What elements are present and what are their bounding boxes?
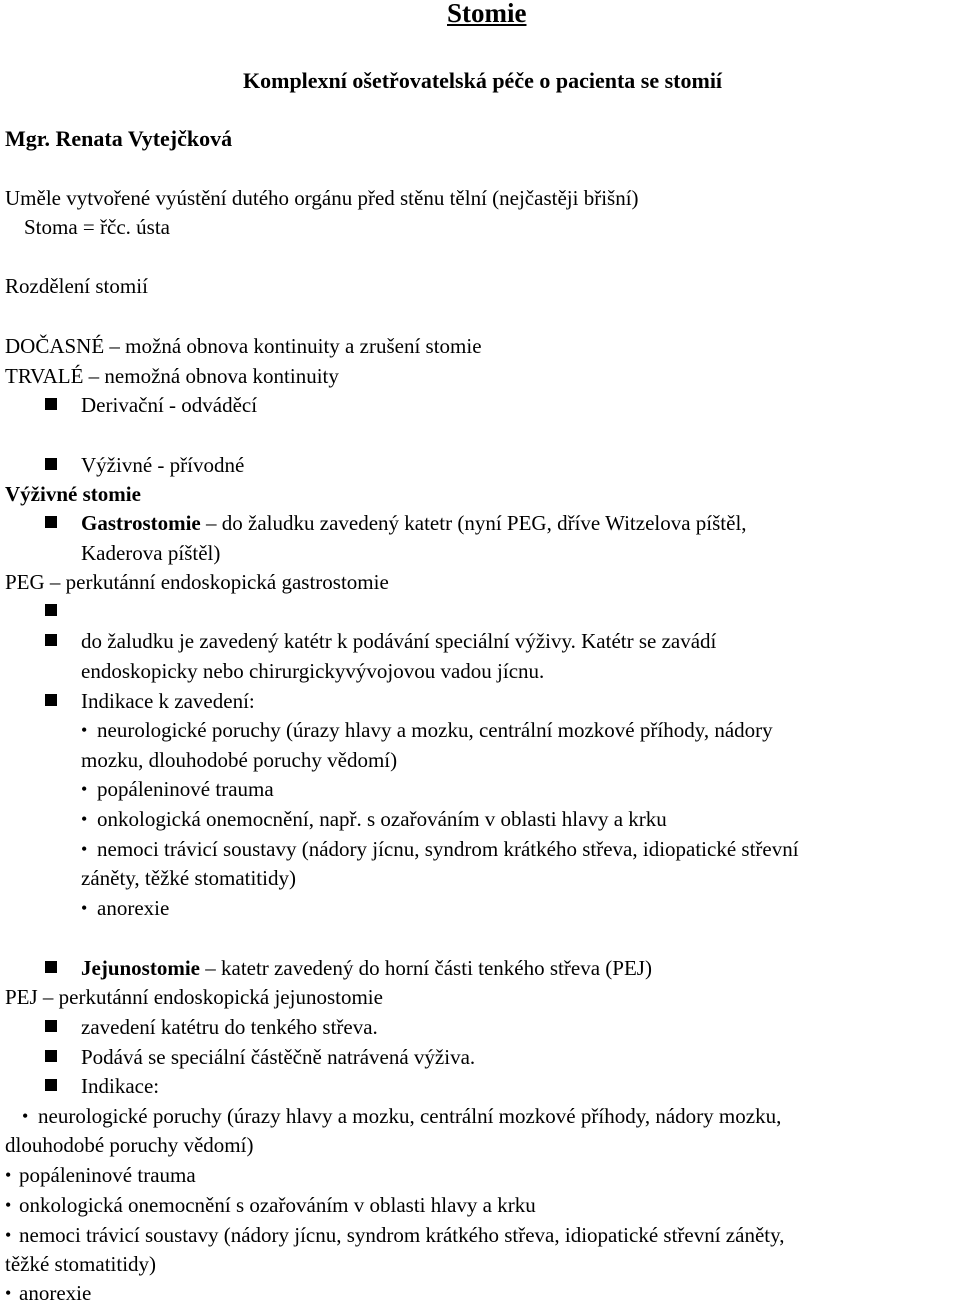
definition-stoma: Stoma = řčc. ústa: [24, 215, 170, 239]
peg-desc-cont: endoskopicky nebo chirurgickyvývojovou vadou jícnu.: [81, 659, 545, 683]
dot-bullet-icon: •: [5, 1165, 12, 1185]
gastrostomie-item: [81, 508, 747, 538]
pej-item: zavedení katétru do tenkého střeva.: [81, 1015, 378, 1039]
section-heading-nutrition: Výživné stomie: [5, 482, 141, 506]
dot-bullet-icon: •: [81, 839, 88, 859]
pej-indication: neurologické poruchy (úrazy hlavy a mozku, centrální mozkové příhody, nádory mozku,: [38, 1104, 782, 1128]
dot-bullet-icon: •: [81, 809, 88, 829]
trvale-line: TRVALÉ – nemožná obnova kontinuity: [5, 364, 339, 388]
gastrostomie-term: Gastrostomie: [81, 511, 201, 535]
jejunostomie-item: [81, 953, 652, 983]
peg-desc: do žaludku je zavedený katétr k podávání speciální výživy. Katétr se zavádí: [81, 629, 717, 653]
gastrostomie-desc: – do žaludku zavedený katetr (nyní PEG, dříve Witzelova píštěl,: [200, 511, 747, 535]
peg-line: PEG – perkutánní endoskopická gastrostomie: [5, 570, 389, 594]
peg-indication: anorexie: [97, 896, 170, 920]
vyzivne-item: Výživné - přívodné: [81, 453, 245, 477]
gastrostomie-desc-cont: Kaderova píštěl): [81, 541, 221, 565]
peg-indication: neurologické poruchy (úrazy hlavy a mozku, centrální mozkové příhody, nádory: [97, 718, 773, 742]
definition: Uměle vytvořené vyústění dutého orgánu před stěnu tělní (nejčastěji břišní): [5, 186, 639, 210]
dot-bullet-icon: •: [81, 720, 88, 740]
square-bullet-icon: [45, 1079, 57, 1091]
jejunostomie-term: Jejunostomie: [81, 956, 200, 980]
page-title: Stomie: [447, 0, 527, 28]
pej-indication: popáleninové trauma: [19, 1163, 196, 1187]
square-bullet-icon: [45, 961, 57, 973]
peg-indication: onkologická onemocnění, např. s ozařováním v oblasti hlavy a krku: [97, 807, 667, 831]
square-bullet-icon: [45, 694, 57, 706]
pej-line: PEJ – perkutánní endoskopická jejunostomie: [5, 985, 383, 1009]
square-bullet-icon: [45, 634, 57, 646]
pej-indication: onkologická onemocnění s ozařováním v oblasti hlavy a krku: [19, 1193, 536, 1217]
square-bullet-icon: [45, 1020, 57, 1032]
dot-bullet-icon: •: [5, 1195, 12, 1215]
dot-bullet-icon: •: [5, 1283, 12, 1303]
dot-bullet-icon: •: [81, 898, 88, 918]
jejunostomie-desc: – katetr zavedený do horní části tenkého střeva (PEJ): [200, 956, 652, 980]
subtitle: Komplexní ošetřovatelská péče o pacienta se stomií: [243, 68, 723, 93]
dot-bullet-icon: •: [5, 1225, 12, 1245]
section-heading-division: Rozdělení stomií: [5, 274, 148, 298]
peg-indication: nemoci trávicí soustavy (nádory jícnu, syndrom krátkého střeva, idiopatické střevní: [97, 837, 799, 861]
pej-indication: anorexie: [19, 1281, 92, 1305]
pej-indication-cont: těžké stomatitidy): [5, 1252, 157, 1276]
square-bullet-icon: [45, 398, 57, 410]
dot-bullet-icon: •: [22, 1106, 29, 1126]
pej-indication: nemoci trávicí soustavy (nádory jícnu, syndrom krátkého střeva, idiopatické střevní záněty,: [19, 1223, 785, 1247]
square-bullet-icon: [45, 516, 57, 528]
square-bullet-icon: [45, 604, 57, 616]
pej-indication-cont: dlouhodobé poruchy vědomí): [5, 1133, 254, 1157]
peg-indication: popáleninové trauma: [97, 777, 274, 801]
docasne-line: DOČASNÉ – možná obnova kontinuity a zrušení stomie: [5, 334, 482, 358]
dot-bullet-icon: •: [81, 779, 88, 799]
square-bullet-icon: [45, 1050, 57, 1062]
peg-indication-cont: záněty, těžké stomatitidy): [81, 866, 296, 890]
pej-item: Indikace:: [81, 1074, 160, 1098]
pej-item: Podává se speciální částěčně natrávená výživa.: [81, 1045, 476, 1069]
derivacni-item: Derivační - odváděcí: [81, 393, 258, 417]
peg-indication-cont: mozku, dlouhodobé poruchy vědomí): [81, 748, 398, 772]
peg-indications-label: Indikace k zavedení:: [81, 689, 255, 713]
author: Mgr. Renata Vytejčková: [5, 126, 233, 151]
square-bullet-icon: [45, 458, 57, 470]
